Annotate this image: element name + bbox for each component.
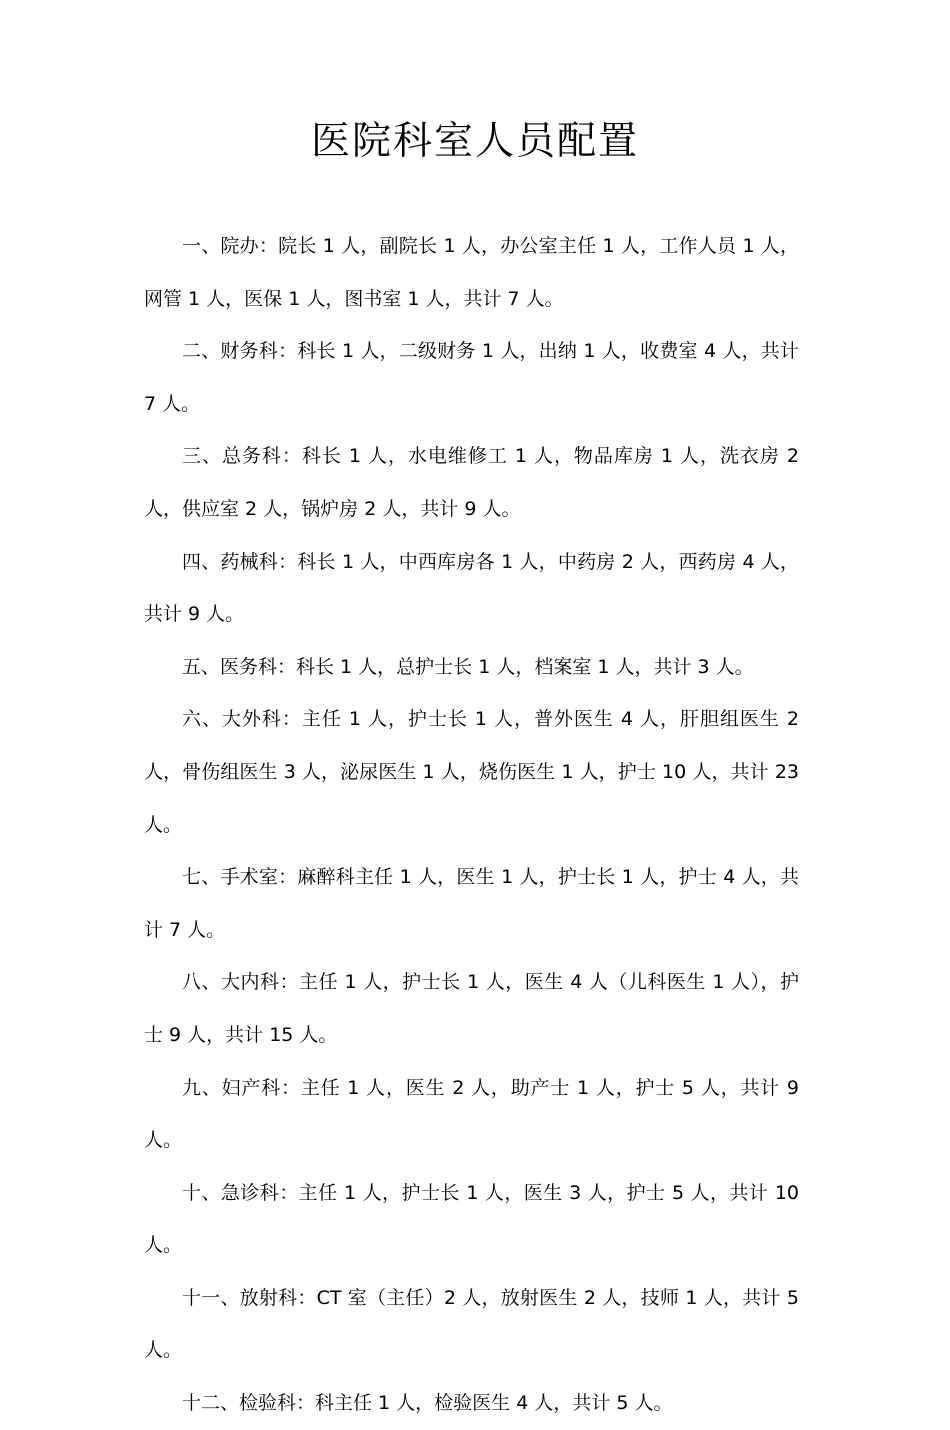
paragraph-jianyanke: 十二、检验科：科主任 1 人，检验医生 4 人，共计 5 人。 — [182, 1392, 673, 1415]
paragraph-yaoxie: 四、药械科：科长 1 人，中西库房各 1 人，中药房 2 人，西药房 4 人，共计 9 人。 — [144, 550, 799, 626]
paragraph-fuchanke: 九、妇产科：主任 1 人，医生 2 人，助产士 1 人，护士 5 人，共计 9 人。 — [144, 1076, 799, 1152]
paragraph-yiwu: 五、医务科：科长 1 人，总护士长 1 人，档案室 1 人，共计 3 人。 — [182, 655, 754, 678]
paragraph-fangsheke: 十一、放射科：CT 室（主任）2 人，放射医生 2 人，技师 1 人，共计 5 人。 — [144, 1286, 799, 1362]
paragraph-caiwu: 二、财务科：科长 1 人，二级财务 1 人，出纳 1 人，收费室 4 人，共计 7 人。 — [144, 340, 799, 415]
paragraph-dawaike: 六、大外科：主任 1 人，护士长 1 人，普外医生 4 人，肝胆组医生 2 人，骨伤组医生 3 人，泌尿医生 1 人，烧伤医生 1 人，护士 10 人，共计 23 人。 — [144, 708, 799, 836]
paragraph-yuanban: 一、院办：院长 1 人，副院长 1 人，办公室主任 1 人，工作人员 1 人，网管 1 人，医保 1 人，图书室 1 人，共计 7 人。 — [144, 235, 799, 310]
paragraph-daneike: 八、大内科：主任 1 人，护士长 1 人，医生 4 人（儿科医生 1 人），护士 9 人，共计 15 人。 — [144, 971, 799, 1046]
paragraph-jizhenke: 十、急诊科：主任 1 人，护士长 1 人，医生 3 人，护士 5 人，共计 10 人。 — [144, 1181, 799, 1257]
paragraph-shoushushi: 七、手术室：麻醉科主任 1 人，医生 1 人，护士长 1 人，护士 4 人，共计 7 人。 — [144, 866, 799, 941]
document-body — [144, 220, 799, 1430]
paragraph-zongwu: 三、总务科：科长 1 人，水电维修工 1 人，物品库房 1 人，洗衣房 2 人，供应室 2 人，锅炉房 2 人，共计 9 人。 — [144, 445, 799, 520]
document-title: 医院科室人员配置 — [310, 119, 639, 164]
